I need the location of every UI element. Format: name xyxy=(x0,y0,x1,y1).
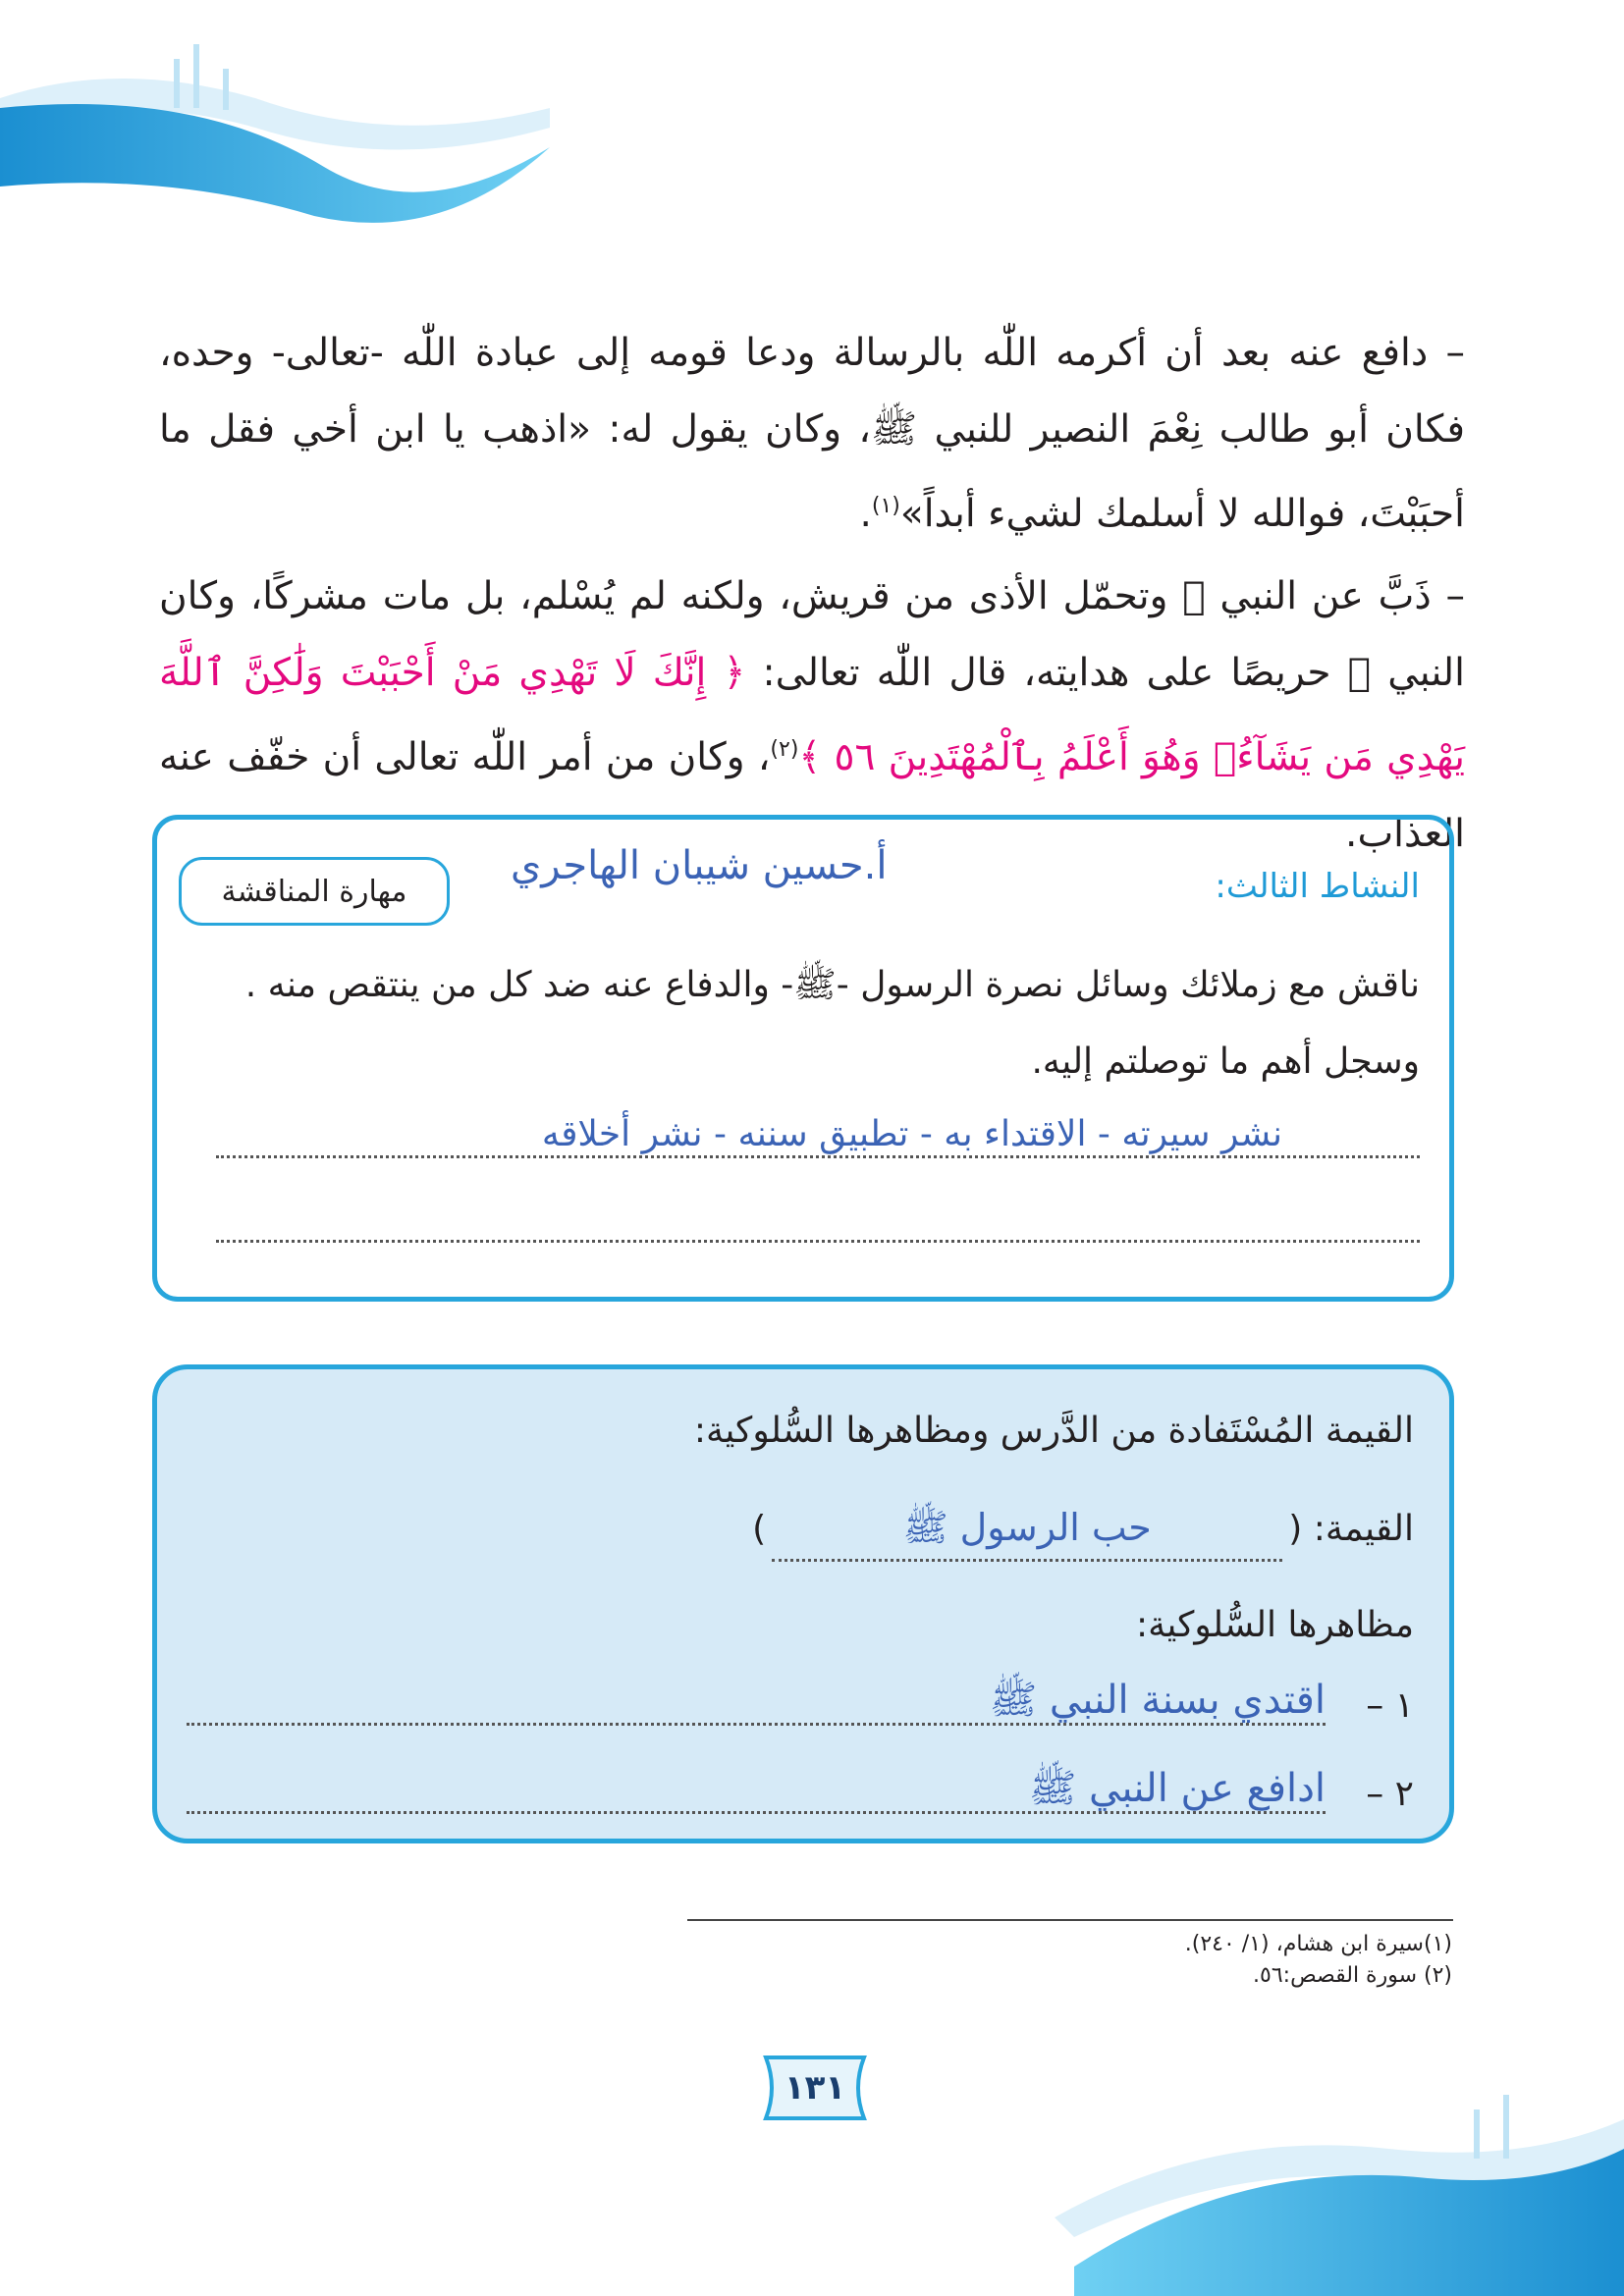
value-box-title: القيمة المُسْتَفادة من الدَّرس ومظاهرها السُّلوكية: xyxy=(693,1411,1414,1451)
teacher-name: أ.حسين شيبان الهاجري xyxy=(511,843,888,888)
paragraph-text: – دافع عنه بعد أن أكرمه اللّٰه بالرسالة ودعا قومه إلى عبادة اللّٰه -تعالى- وحده، فكان أبو طالب نِعْمَ النصير للنبي ﷺ، وكان يقول له: «اذهب يا ابن أخي فقل ما أحبَبْتَ، فوالله لا أسلمك لشيء أبداً» xyxy=(159,331,1465,536)
instruction-line-1: ناقش مع زملائك وسائل نصرة الرسول -ﷺ- والدفاع عنه ضد كل من ينتقص منه . xyxy=(244,965,1420,1005)
period: . xyxy=(859,492,872,536)
handwritten-answer: اقتدي بسنة النبي ﷺ xyxy=(989,1678,1326,1723)
activity-instructions xyxy=(192,947,1420,1100)
paragraph-text-end: ، وكان من أمر اللّٰه تعالى أن خفّف عنه العذاب. xyxy=(159,735,1465,856)
footnote-ref-2: (٢) xyxy=(770,737,799,762)
value-row xyxy=(752,1505,1414,1562)
footnote-2: (٢) سورة القصص:٥٦. xyxy=(1253,1963,1452,1988)
footnote-1: (١)سيرة ابن هشام، (١/ ٢٤٠). xyxy=(1184,1932,1452,1956)
paragraph-text: – ذَبَّ عن النبي ﷺ وتحمّل الأذى من قريش، ولكنه لم يُسْلم، بل مات مشركًا، وكان النبي ﷺ حريصًا على هدايته، قال اللّٰه تعالى: xyxy=(159,574,1465,695)
activity-box xyxy=(152,815,1454,1302)
footnote-separator xyxy=(687,1919,1453,1921)
quran-verse: ﴿ إِنَّكَ لَا تَهْدِي مَنْ أَحْبَبْتَ وَلَٰكِنَّ ٱللَّهَ يَهْدِي مَن يَشَآءُۚ وَهُوَ أَعْلَمُ بِٱلْمُهْتَدِينَ ٥٦ ﴾ xyxy=(159,651,1465,779)
activity-title: النشاط الثالث: xyxy=(1215,867,1420,906)
paragraph-abu-talib-defense xyxy=(159,315,1465,553)
manifestations-label: مظاهرها السُّلوكية: xyxy=(1135,1605,1414,1645)
footnote-ref-1: (١) xyxy=(871,494,900,518)
manifestation-row xyxy=(187,1678,1414,1740)
instruction-line-2: وسجل أهم ما توصلتم إليه. xyxy=(1031,1041,1420,1082)
value-answer[interactable]: حب الرسول ﷺ xyxy=(772,1505,1282,1562)
answer-line-1[interactable] xyxy=(216,1155,1420,1158)
skill-badge: مهارة المناقشة xyxy=(179,857,450,926)
lesson-value-box xyxy=(152,1364,1454,1843)
top-wave-decoration xyxy=(0,0,628,255)
page-number: ١٣١ xyxy=(784,2068,846,2108)
item-number: ١ – xyxy=(1366,1685,1414,1726)
value-label: القيمة: ( xyxy=(1288,1509,1414,1549)
bottom-wave-decoration xyxy=(1015,2041,1624,2296)
manifestation-row xyxy=(187,1766,1414,1829)
value-close: ) xyxy=(752,1509,767,1549)
handwritten-answer: ادافع عن النبي ﷺ xyxy=(1028,1766,1326,1811)
answer-line-2[interactable] xyxy=(216,1240,1420,1243)
handwritten-answer: نشر سيرته - الاقتداء به - تطبيق سننه - نشر أخلاقه xyxy=(541,1114,1282,1154)
item-number: ٢ – xyxy=(1366,1774,1414,1814)
page-number-badge xyxy=(756,2052,874,2124)
